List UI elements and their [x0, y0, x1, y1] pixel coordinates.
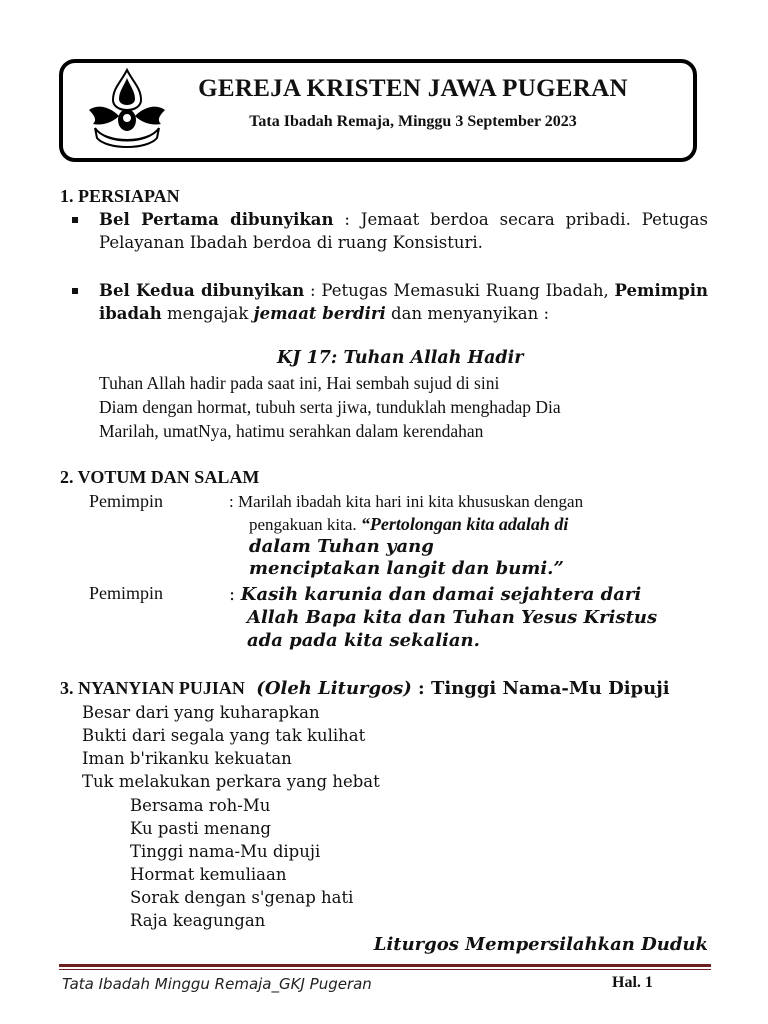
footer-rule — [59, 969, 711, 970]
service-subtitle: Tata Ibadah Remaja, Minggu 3 September 2023 — [249, 113, 577, 130]
song-chorus-line: Bersama roh-Mu — [130, 796, 271, 815]
song-chorus-line: Ku pasti menang — [130, 819, 271, 838]
votum-line4: menciptakan langit dan bumi.” — [249, 558, 564, 579]
song-chorus-line: Sorak dengan s'genap hati — [130, 888, 354, 907]
hymn-line: Diam dengan hormat, tubuh serta jiwa, tunduklah menghadap Dia — [99, 397, 561, 417]
section-heading-nyanyian: 3. NYANYIAN PUJIAN (Oleh Liturgos) : Tinggi Nama-Mu Dipuji — [60, 678, 670, 699]
bullet2-line2: ibadah mengajak jemaat berdiri dan menyanyikan : — [99, 304, 550, 323]
salam-line2: Allah Bapa kita dan Tuhan Yesus Kristus — [247, 607, 658, 628]
votum-line3: dalam Tuhan yang — [249, 536, 434, 557]
page-number: Hal. 1 — [612, 974, 653, 991]
song-chorus-line: Hormat kemuliaan — [130, 865, 287, 884]
closing-instruction: Liturgos Mempersilahkan Duduk — [373, 934, 708, 955]
song-chorus-line: Raja keagungan — [130, 911, 266, 930]
salam-line1: : Kasih karunia dan damai sejahtera dari — [229, 584, 642, 605]
salam-line3: ada pada kita sekalian. — [247, 630, 480, 651]
votum-line1: : Marilah ibadah kita hari ini kita khususkan dengan — [229, 492, 584, 511]
hymn-line: Tuhan Allah hadir pada saat ini, Hai sembah sujud di sini — [99, 373, 500, 393]
hymn-line: Marilah, umatNya, hatimu serahkan dalam kerendahan — [99, 421, 484, 441]
header-box — [59, 59, 697, 162]
bullet-icon — [72, 288, 78, 294]
hymn-title: KJ 17: Tuhan Allah Hadir — [277, 348, 524, 368]
bullet2-line1: Bel Kedua dibunyikan : Petugas Memasuki Ruang Ibadah, Pemimpin — [99, 281, 708, 300]
song-verse-line: Tuk melakukan perkara yang hebat — [82, 772, 380, 791]
footer-rule — [59, 964, 711, 967]
leader-label: Pemimpin — [89, 583, 164, 603]
leader-label: Pemimpin — [89, 491, 164, 511]
bullet1-line2: Pelayanan Ibadah berdoa di ruang Konsisturi. — [99, 233, 483, 252]
bullet1-line1: Bel Pertama dibunyikan : Jemaat berdoa secara pribadi. Petugas — [99, 210, 708, 229]
footer-title: Tata Ibadah Minggu Remaja_GKJ Pugeran — [62, 975, 372, 993]
song-verse-line: Besar dari yang kuharapkan — [82, 703, 320, 722]
bullet-icon — [72, 217, 78, 223]
song-verse-line: Bukti dari segala yang tak kulihat — [82, 726, 366, 745]
section-heading-persiapan: 1. PERSIAPAN — [60, 186, 180, 206]
votum-line2: pengakuan kita. “Pertolongan kita adalah di — [249, 514, 569, 534]
church-name: GEREJA KRISTEN JAWA PUGERAN — [198, 75, 628, 102]
song-verse-line: Iman b'rikanku kekuatan — [82, 749, 292, 768]
song-chorus-line: Tinggi nama-Mu dipuji — [130, 842, 321, 861]
section-heading-votum: 2. VOTUM DAN SALAM — [60, 467, 260, 487]
